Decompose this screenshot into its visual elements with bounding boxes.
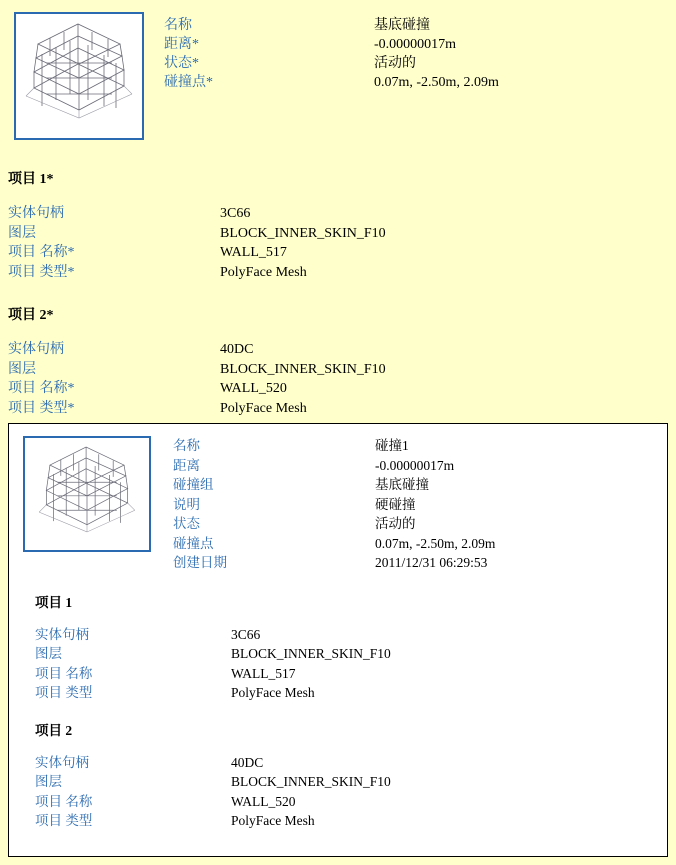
field-label: 项目 类型* xyxy=(8,264,75,280)
field-label: 图层 xyxy=(35,774,62,789)
field-value: 40DC xyxy=(220,342,254,357)
field-label: 项目 类型* xyxy=(8,400,75,416)
field-label: 碰撞点 xyxy=(173,535,214,551)
field-label: 说明 xyxy=(173,496,200,512)
clash-report-detail-panel xyxy=(8,423,668,857)
summary-fields xyxy=(164,16,499,92)
field-value: WALL_517 xyxy=(220,245,287,260)
detail-fields xyxy=(173,436,495,573)
field-label: 碰撞组 xyxy=(173,477,214,492)
item-block-1 xyxy=(35,591,667,703)
clash-viewpoint-thumbnail xyxy=(23,436,151,552)
model-wireframe-icon xyxy=(16,14,142,138)
field-row xyxy=(173,495,495,515)
field-value: 碰撞1 xyxy=(375,438,409,453)
field-row xyxy=(173,475,495,495)
field-label: 状态 xyxy=(173,516,200,531)
field-label: 项目 名称* xyxy=(8,245,75,260)
field-row xyxy=(8,243,676,263)
field-row xyxy=(35,683,667,703)
field-label: 实体句柄 xyxy=(8,206,64,221)
field-value: 硬碰撞 xyxy=(375,496,416,512)
field-row xyxy=(164,54,499,73)
field-row xyxy=(8,263,676,283)
field-label: 项目 名称 xyxy=(35,665,93,681)
field-value: 0.07m, -2.50m, 2.09m xyxy=(374,75,499,90)
item-title: 项目 1* xyxy=(8,172,54,187)
item-block-2 xyxy=(8,304,676,418)
field-label: 名称 xyxy=(173,438,200,453)
field-row xyxy=(35,811,667,831)
field-value: WALL_517 xyxy=(231,665,296,681)
field-value: PolyFace Mesh xyxy=(220,264,307,280)
field-row xyxy=(35,772,667,792)
field-label: 项目 名称 xyxy=(35,793,93,809)
item-title: 项目 2 xyxy=(35,722,73,738)
field-row xyxy=(173,456,495,476)
item-block-1 xyxy=(8,168,676,282)
field-row xyxy=(173,514,495,534)
field-value: 活动的 xyxy=(374,56,416,71)
field-value: 0.07m, -2.50m, 2.09m xyxy=(375,535,496,551)
item-title: 项目 1 xyxy=(35,594,73,610)
field-row xyxy=(8,224,676,244)
field-value: BLOCK_INNER_SKIN_F10 xyxy=(220,225,386,241)
field-row xyxy=(173,553,495,573)
field-label: 距离 xyxy=(173,457,200,473)
clash-report-summary xyxy=(0,0,676,418)
field-label: 创建日期 xyxy=(173,555,227,570)
field-value: 3C66 xyxy=(231,626,261,642)
field-row xyxy=(8,360,676,380)
field-row xyxy=(173,436,495,456)
field-value: PolyFace Mesh xyxy=(231,685,315,700)
field-row xyxy=(35,664,667,684)
field-label: 名称 xyxy=(164,18,192,33)
detail-header xyxy=(9,424,667,573)
field-row xyxy=(35,792,667,812)
field-label: 图层 xyxy=(8,225,36,241)
clash-viewpoint-thumbnail xyxy=(14,12,144,140)
field-value: -0.00000017m xyxy=(375,457,455,473)
field-value: 基底碰撞 xyxy=(374,18,430,33)
field-label: 实体句柄 xyxy=(35,626,89,642)
field-row xyxy=(8,379,676,399)
field-value: 2011/12/31 06:29:53 xyxy=(375,555,488,570)
field-label: 项目 类型 xyxy=(35,813,93,828)
field-row xyxy=(8,399,676,419)
item-title: 项目 2* xyxy=(8,308,54,323)
field-label: 状态* xyxy=(164,56,199,71)
field-value: BLOCK_INNER_SKIN_F10 xyxy=(231,646,391,661)
field-row xyxy=(164,73,499,92)
field-label: 项目 名称* xyxy=(8,381,75,396)
field-value: PolyFace Mesh xyxy=(220,400,307,416)
field-value: -0.00000017m xyxy=(374,37,457,52)
field-label: 实体句柄 xyxy=(8,342,64,357)
field-row xyxy=(35,753,667,773)
field-label: 图层 xyxy=(35,646,62,661)
field-value: BLOCK_INNER_SKIN_F10 xyxy=(231,774,391,789)
field-row xyxy=(35,625,667,645)
field-value: 活动的 xyxy=(375,516,416,531)
field-row xyxy=(8,204,676,224)
field-value: 40DC xyxy=(231,754,264,770)
field-label: 实体句柄 xyxy=(35,754,89,770)
field-value: 基底碰撞 xyxy=(375,477,429,492)
model-wireframe-icon xyxy=(25,438,149,550)
field-value: WALL_520 xyxy=(231,793,296,809)
field-row xyxy=(164,35,499,54)
field-label: 距离* xyxy=(164,37,199,52)
field-value: WALL_520 xyxy=(220,381,287,396)
field-row xyxy=(173,534,495,554)
field-label: 项目 类型 xyxy=(35,685,93,700)
field-row xyxy=(164,16,499,35)
field-value: BLOCK_INNER_SKIN_F10 xyxy=(220,361,386,377)
summary-header xyxy=(0,0,676,140)
field-row xyxy=(8,340,676,360)
field-label: 碰撞点* xyxy=(164,75,213,90)
field-row xyxy=(35,644,667,664)
field-label: 图层 xyxy=(8,361,36,377)
field-value: PolyFace Mesh xyxy=(231,813,315,828)
field-value: 3C66 xyxy=(220,206,251,221)
item-block-2 xyxy=(35,719,667,831)
